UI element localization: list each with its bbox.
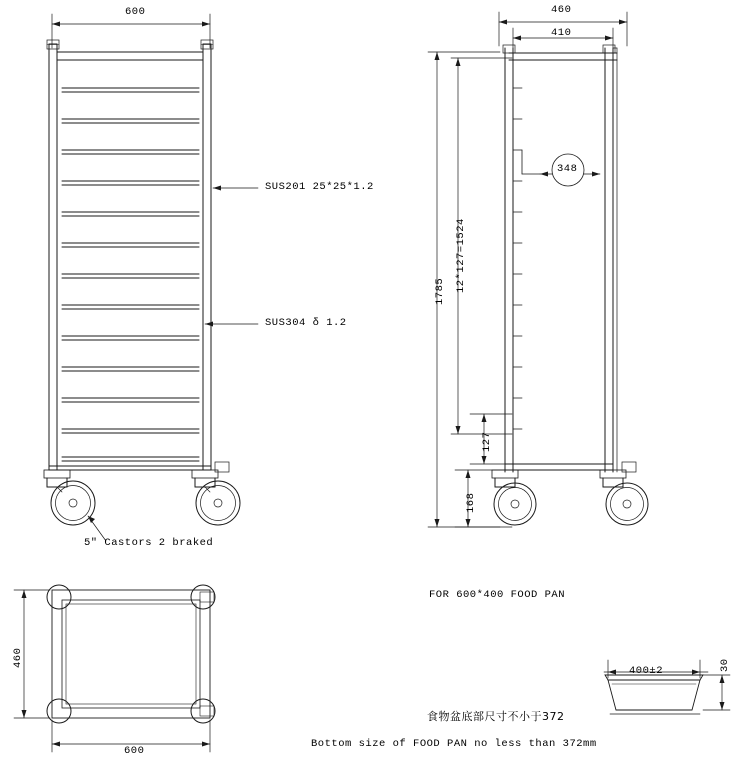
side-left-castor	[492, 470, 536, 525]
front-width-dimension	[52, 14, 210, 48]
pan-section	[605, 675, 703, 710]
top-view-frame	[47, 585, 215, 723]
pan-width-dimension-label: 400±2	[629, 665, 664, 677]
side-right-castor	[600, 462, 648, 525]
side-pitch-dimension-label: 12*127=1524	[455, 218, 467, 293]
material-sheet-label: SUS304 δ 1.2	[265, 317, 347, 329]
side-single-pitch-dimension-label: 127	[481, 431, 493, 452]
side-base-height-dimension	[455, 470, 512, 527]
front-right-castor	[192, 462, 240, 525]
leader-sus304	[205, 322, 258, 327]
front-width-dimension-label: 600	[125, 6, 146, 18]
leader-sus201	[213, 186, 258, 191]
bottom-size-note-en: Bottom size of FOOD PAN no less than 372mm	[311, 738, 597, 750]
pan-height-dimension	[703, 675, 730, 710]
side-outer-width-dimension-label: 460	[551, 4, 572, 16]
side-posts	[503, 45, 617, 472]
top-depth-dimension-label: 460	[12, 647, 24, 668]
front-left-castor	[44, 470, 95, 525]
front-shelf-rails	[62, 88, 199, 461]
food-pan-note-label: FOR 600*400 FOOD PAN	[429, 589, 566, 601]
side-shelf-ticks	[513, 88, 522, 429]
castor-note-label: 5" Castors 2 braked	[84, 537, 214, 549]
top-width-dimension-label: 600	[124, 745, 145, 757]
side-inner-width-dimension-label: 410	[551, 27, 572, 39]
bottom-size-note-cn: 食物盆底部尺寸不小于372	[427, 710, 565, 723]
material-frame-label: SUS201 25*25*1.2	[265, 181, 374, 193]
pan-height-dimension-label: 30	[719, 658, 731, 672]
side-base-height-dimension-label: 168	[465, 492, 477, 513]
side-circle-callout-label: 348	[557, 163, 578, 175]
side-total-height-dimension-label: 1785	[434, 277, 446, 305]
